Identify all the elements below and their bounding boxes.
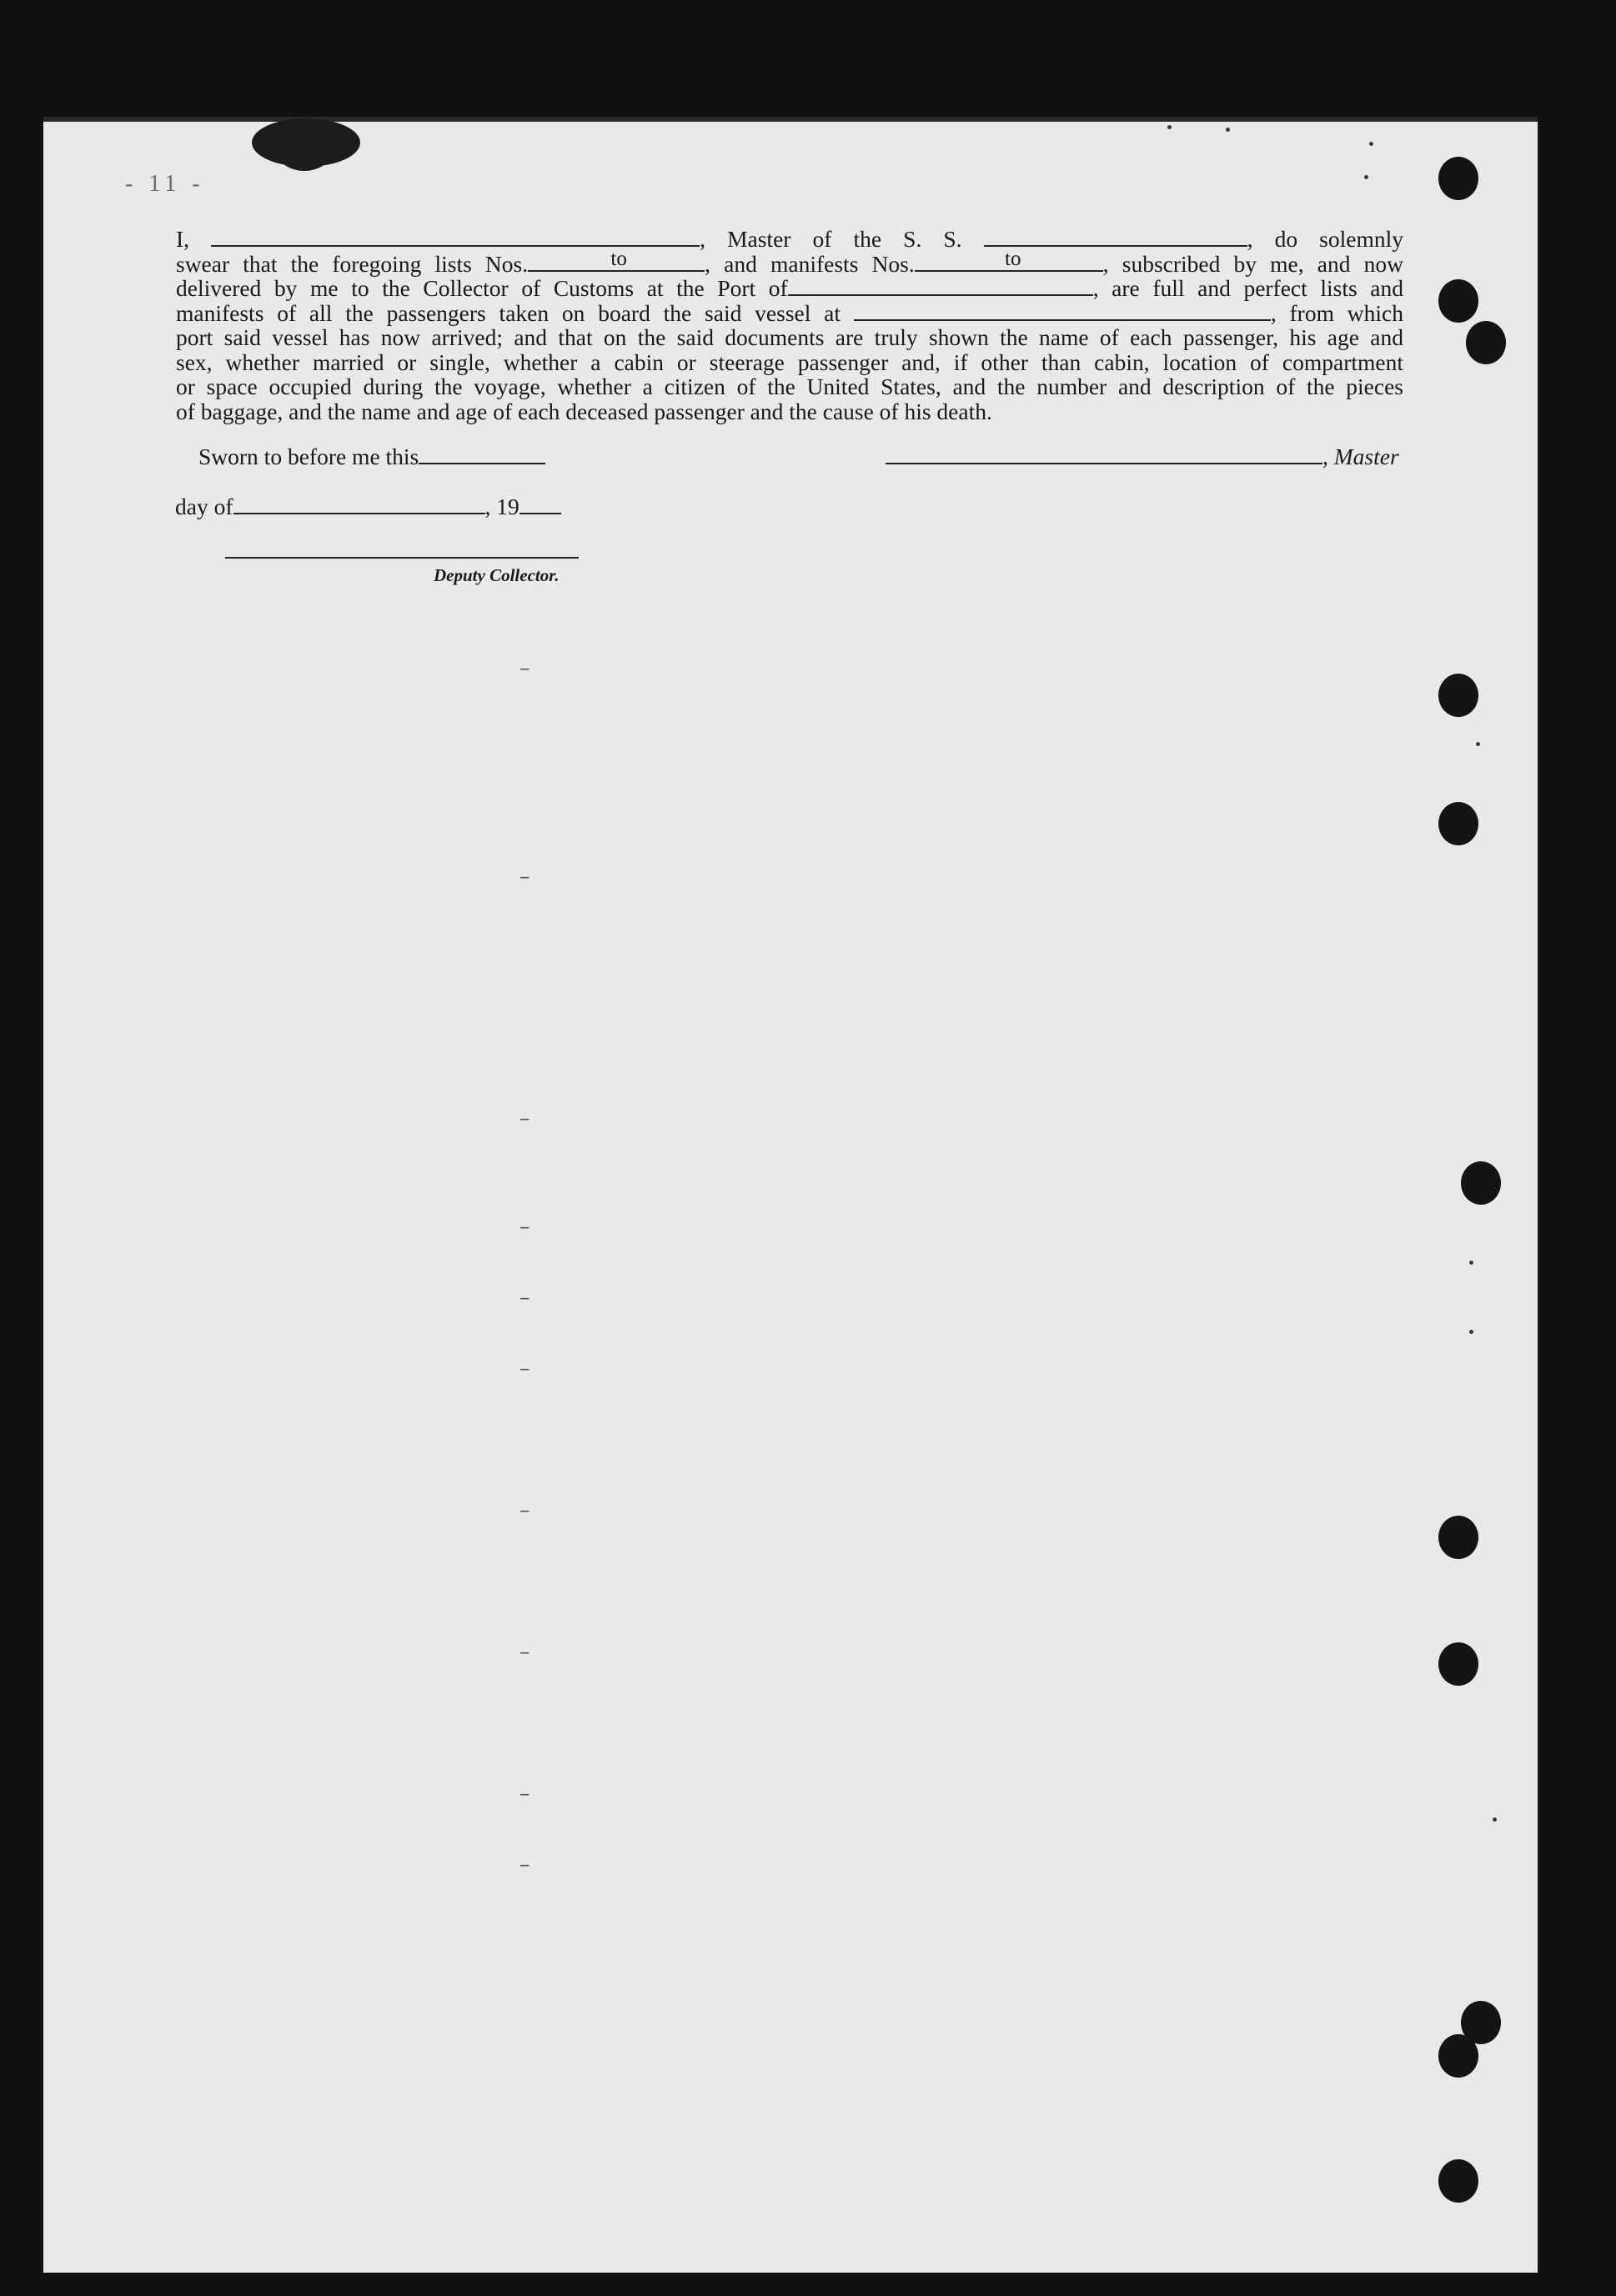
binder-hole: [1438, 674, 1478, 717]
binder-hole: [1438, 157, 1478, 200]
deputy-signature-blank[interactable]: [225, 557, 579, 559]
binder-hole: [1438, 802, 1478, 845]
margin-dash: –: [519, 1217, 531, 1240]
oath-line-3: delivered by me to the Collector of Customs at the Port of , are full and perfect lists and: [176, 275, 1403, 301]
oath-line-1: I, , Master of the S. S. , do solemnly: [176, 226, 1403, 252]
binder-hole: [1466, 321, 1506, 364]
dust-speck: [1469, 1261, 1473, 1265]
embark-port-blank[interactable]: [854, 303, 1271, 321]
oath-line-5: port said vessel has now arrived; and that on the said documents are truly shown the name of each passenger, his age and: [176, 324, 1403, 350]
master-name-blank[interactable]: [211, 228, 700, 247]
lists-from-blank[interactable]: [528, 253, 586, 272]
oath-line-6: sex, whether married or single, whether a cabin or steerage passenger and, if other than cabin, location of compartment: [176, 348, 1403, 375]
sworn-date-blank[interactable]: [419, 446, 545, 464]
document-page: [43, 117, 1538, 2273]
manifests-to-blank[interactable]: to: [981, 253, 1045, 272]
binder-hole: [1438, 279, 1478, 323]
oath-text: [176, 227, 1403, 424]
oath-line-7: or space occupied during the voyage, whether a citizen of the United States, and the number and description of the pieces: [176, 373, 1403, 399]
dust-speck: [1364, 175, 1368, 179]
dust-speck: [1469, 1330, 1473, 1334]
ink-blot: [275, 125, 334, 171]
margin-dash: –: [519, 1784, 531, 1807]
margin-dash: –: [519, 1642, 531, 1665]
lists-to-blank[interactable]: to: [586, 253, 651, 272]
day-of-line: day of , 19: [175, 494, 561, 520]
dust-speck: [1369, 142, 1373, 146]
deputy-collector-label: Deputy Collector.: [434, 565, 560, 585]
margin-dash: –: [519, 867, 531, 890]
margin-dash: –: [519, 1288, 531, 1311]
dust-speck: [1476, 742, 1480, 746]
margin-dash: –: [519, 1855, 531, 1877]
master-signature-line: , Master: [886, 444, 1399, 470]
oath-line-4: manifests of all the passengers taken on board the said vessel at , from which: [176, 299, 1403, 326]
binder-hole: [1438, 2159, 1478, 2203]
ship-name-blank[interactable]: [984, 228, 1247, 247]
binder-hole: [1438, 2034, 1478, 2078]
margin-dash: –: [519, 1501, 531, 1523]
margin-dash: –: [519, 1359, 531, 1381]
sworn-line: Sworn to before me this: [198, 444, 545, 470]
dust-speck: [1493, 1817, 1497, 1822]
oath-line-8: of baggage, and the name and age of each deceased passenger and the cause of his death.: [176, 398, 992, 424]
binder-hole: [1438, 1642, 1478, 1686]
port-blank[interactable]: [788, 278, 1093, 296]
binder-hole: [1438, 1516, 1478, 1559]
dust-speck: [1226, 128, 1230, 132]
year-blank[interactable]: [519, 496, 561, 514]
dust-speck: [1167, 125, 1172, 129]
lists-end-blank[interactable]: [651, 253, 705, 272]
month-blank[interactable]: [233, 496, 485, 514]
oath-line-2: swear that the foregoing lists Nos. to , and manifests Nos. to , subscribed by me, and now: [176, 248, 1403, 277]
margin-dash: –: [519, 659, 531, 681]
margin-dash: –: [519, 1109, 531, 1131]
binder-hole: [1461, 1161, 1501, 1205]
master-signature-blank[interactable]: [886, 446, 1322, 464]
page-mark: - 11 -: [125, 171, 205, 197]
manifests-end-blank[interactable]: [1045, 253, 1103, 272]
manifests-from-blank[interactable]: [915, 253, 981, 272]
